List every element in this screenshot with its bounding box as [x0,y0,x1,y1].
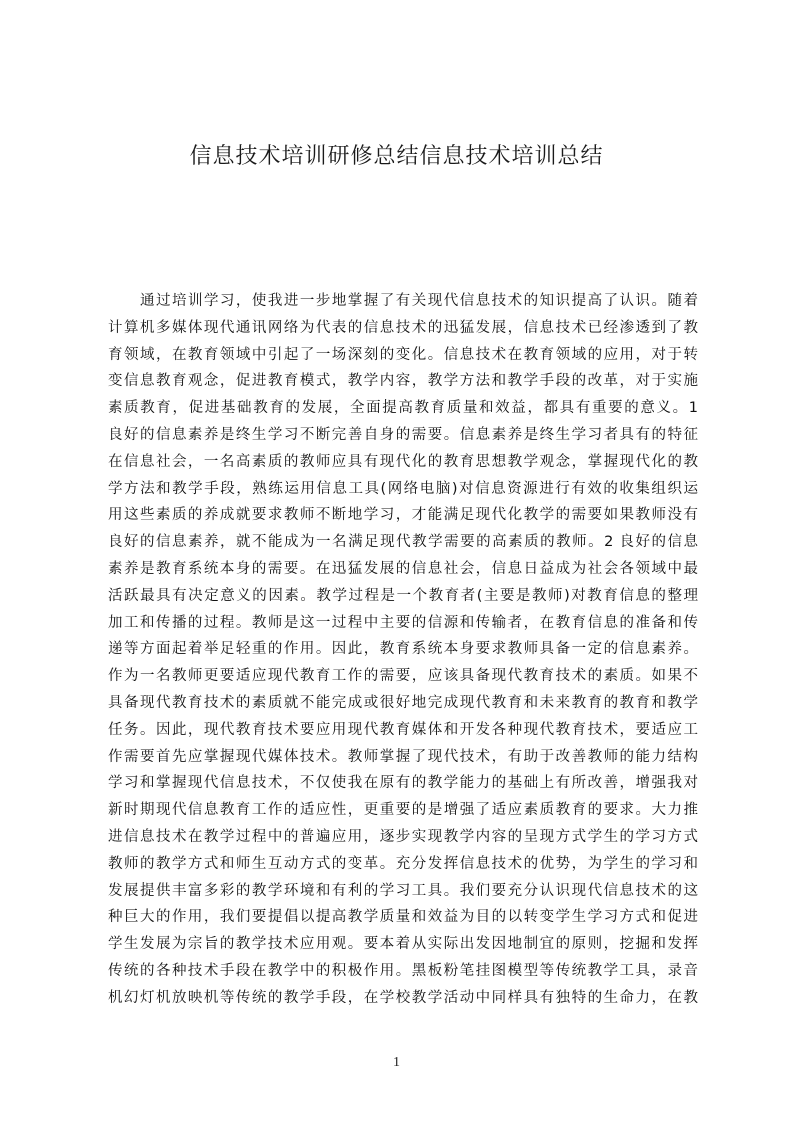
body-paragraph [108,288,698,1012]
text-line: 学方法和教学手段，熟练运用信息工具(网络电脑)对信息资源进行有效的收集组织运 [108,480,698,497]
text-line: 具备现代教育技术的素质就不能完成或很好地完成现代教育和未来教育的教育和教学 [108,694,698,711]
text-line: 计算机多媒体现代通讯网络为代表的信息技术的迅猛发展，信息技术已经渗透到了教 [108,319,698,336]
text-line: 进信息技术在教学过程中的普遍应用，逐步实现教学内容的呈现方式学生的学习方式 [108,828,698,845]
text-line: 学习和掌握现代信息技术，不仅使我在原有的教学能力的基础上有所改善，增强我对 [108,775,698,792]
text-line: 素质教育，促进基础教育的发展，全面提高教育质量和效益，都具有重要的意义。1 [108,400,698,417]
text-line: 用这些素质的养成就要求教师不断地学习，才能满足现代化教学的需要如果教师没有 [108,507,698,524]
text-line: 活跃最具有决定意义的因素。教学过程是一个教育者(主要是教师)对教育信息的整理 [108,587,698,604]
text-line: 变信息教育观念，促进教育模式，教学内容，教学方法和教学手段的改革，对于实施 [108,373,698,390]
text-line: 种巨大的作用，我们要提倡以提高教学质量和效益为目的以转变学生学习方式和促进 [108,909,698,926]
text-line: 机幻灯机放映机等传统的教学手段，在学校教学活动中同样具有独特的生命力，在教 [108,989,698,1006]
page-number: 1 [393,1055,400,1070]
text-line: 良好的信息素养是终生学习不断完善自身的需要。信息素养是终生学习者具有的特征 [108,426,698,443]
text-line: 通过培训学习，使我进一步地掌握了有关现代信息技术的知识提高了认识。随着 [140,293,698,309]
text-line: 新时期现代信息教育工作的适应性，更重要的是增强了适应素质教育的要求。大力推 [108,802,698,819]
text-line: 良好的信息素养，就不能成为一名满足现代教学需要的高素质的教师。2 良好的信息 [108,534,698,551]
text-line: 学生发展为宗旨的教学技术应用观。要本着从实际出发因地制宜的原则，挖掘和发挥 [108,936,698,953]
text-line: 教师的教学方式和师生互动方式的变革。充分发挥信息技术的优势，为学生的学习和 [108,855,698,872]
document-title: 信息技术培训研修总结信息技术培训总结 [189,144,604,169]
text-line: 作需要首先应掌握现代媒体技术。教师掌握了现代技术，有助于改善教师的能力结构 [108,748,698,765]
text-line: 传统的各种技术手段在教学中的积极作用。黑板粉笔挂图模型等传统教学工具，录音 [108,962,698,979]
text-line: 育领域，在教育领域中引起了一场深刻的变化。信息技术在教育领域的应用，对于转 [108,346,698,363]
text-line: 任务。因此，现代教育技术要应用现代教育媒体和开发各种现代教育技术，要适应工 [108,721,698,738]
text-line: 在信息社会，一名高素质的教师应具有现代化的教育思想教学观念，掌握现代化的教 [108,453,698,470]
text-line: 加工和传播的过程。教师是这一过程中主要的信源和传输者，在教育信息的准备和传 [108,614,698,631]
text-line: 递等方面起着举足轻重的作用。因此，教育系统本身要求教师具备一定的信息素养。 [108,641,698,658]
text-line: 作为一名教师更要适应现代教育工作的需要，应该具备现代教育技术的素质。如果不 [108,668,698,685]
text-line: 发展提供丰富多彩的教学环境和有利的学习工具。我们要充分认识现代信息技术的这 [108,882,698,899]
text-line: 素养是教育系统本身的需要。在迅猛发展的信息社会，信息日益成为社会各领域中最 [108,560,698,577]
